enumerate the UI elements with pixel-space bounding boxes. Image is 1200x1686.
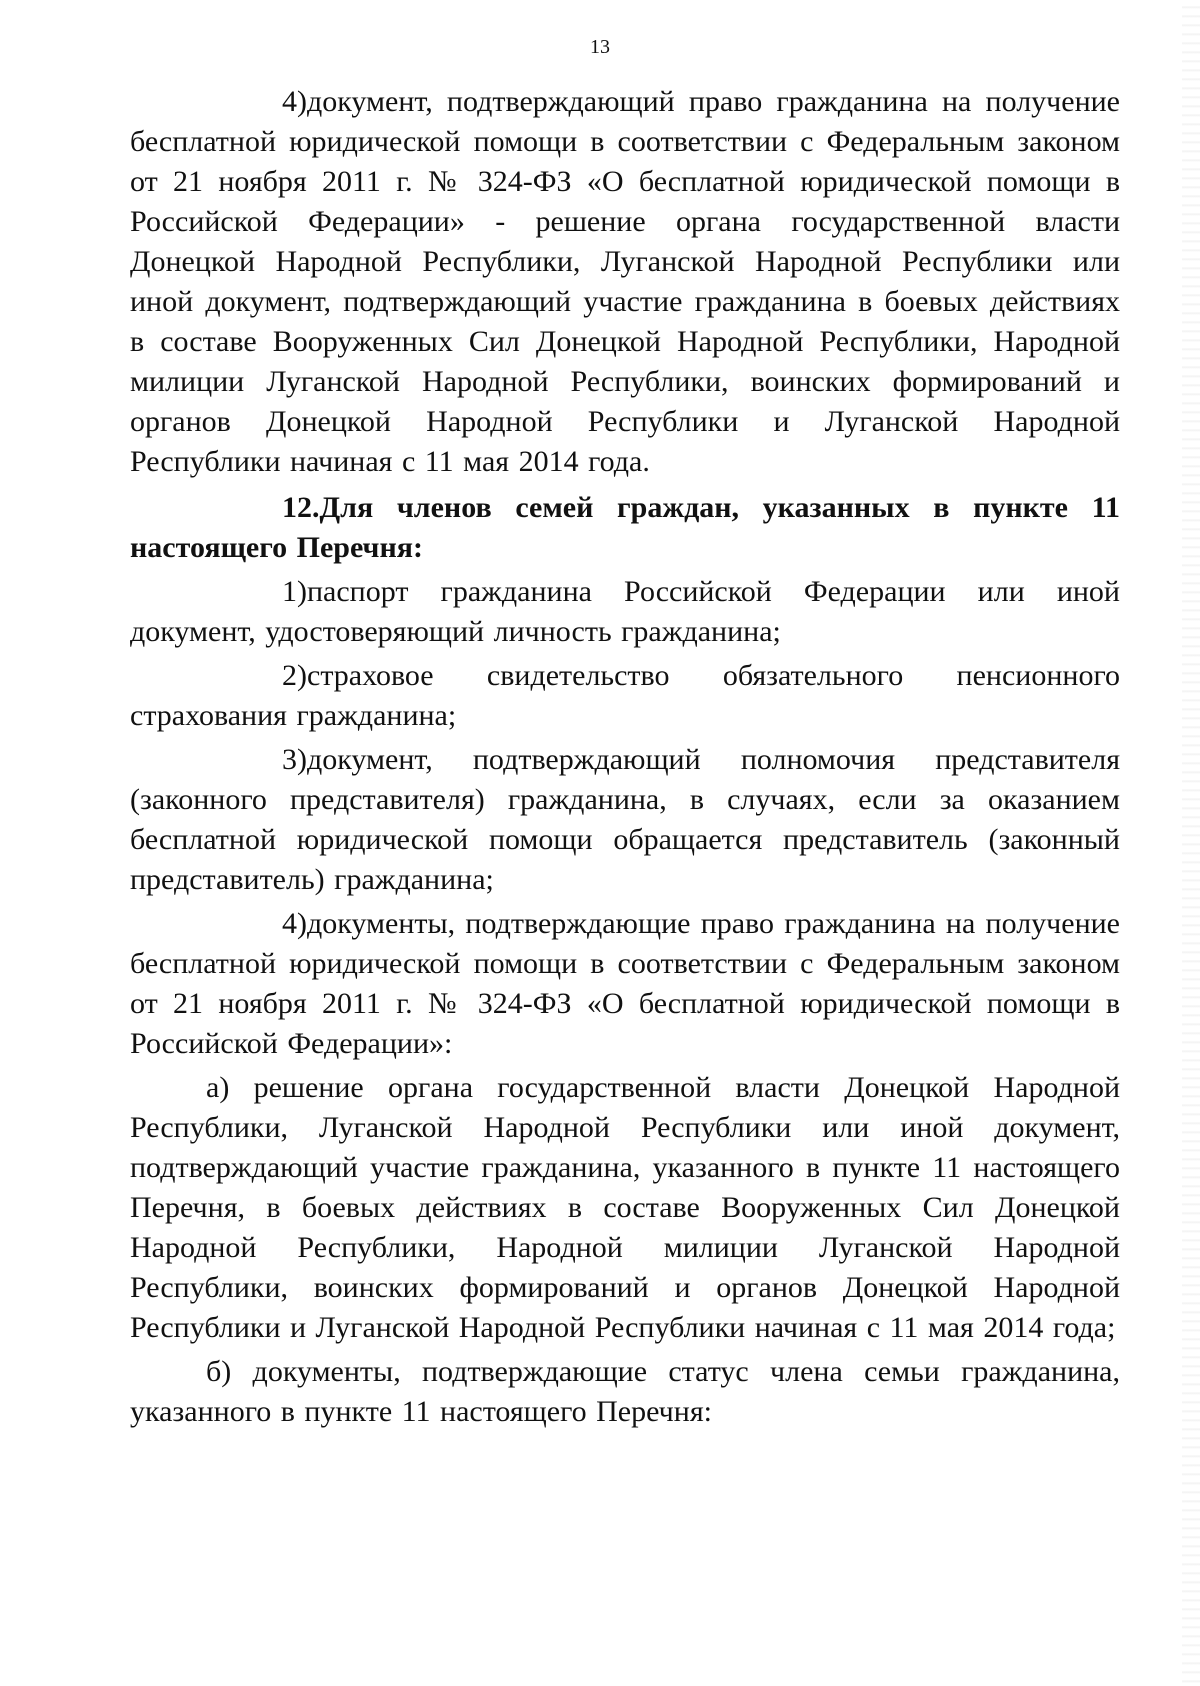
paragraph-text: документ, подтверждающий полномочия представителя (законного представителя) гражданина, в случаях, если за оказанием бесплатной юридической помощи обращается представитель (законный представитель) гражданина; [130, 743, 1120, 896]
paragraph-text: документы, подтверждающие право гражданина на получение бесплатной юридической помощи в соответствии с Федеральным законом от 21 ноября 2011 г. № 324-ФЗ «О бесплатной юридической помощи в Российской Федерации»: [130, 907, 1120, 1060]
item-number: 3) [282, 743, 307, 776]
document-body [130, 82, 1120, 1436]
paragraph-text: документ, подтверждающий право гражданина на получение бесплатной юридической помощи в соответствии с Федеральным законом от 21 ноября 2011 г. № 324-ФЗ «О бесплатной юридической помощи в Российской Федерации» - решение органа государственной власти Донецкой Народной Республики, Луганской Народной Республики или иной документ, подтверждающий участие гражданина в боевых действиях в составе Вооруженных Сил Донецкой Народной Республики, Народной милиции Луганской Народной Республики, воинских формирований и органов Донецкой Народной Республики и Луганской Народной Республики начиная с 11 мая 2014 года. [130, 85, 1120, 478]
paragraph-text: б) документы, подтверждающие статус члена семьи гражданина, указанного в пункте 11 настоящего Перечня: [130, 1355, 1120, 1428]
subparagraph-a-authority-decision [130, 1068, 1120, 1348]
paragraph-item-3-representative-authority [130, 740, 1120, 900]
paragraph-text: паспорт гражданина Российской Федерации или иной документ, удостоверяющий личность гражданина; [130, 575, 1120, 648]
item-number: 2) [282, 659, 307, 692]
paragraph-item-4-right-confirming-documents [130, 904, 1120, 1064]
paragraph-text: а) решение органа государственной власти Донецкой Народной Республики, Луганской Народной Республики или иной документ, подтверждающий участие гражданина, указанного в пункте 11 настоящего Перечня, в боевых действиях в составе Вооруженных Сил Донецкой Народной Республики, Народной милиции Луганской Народной Республики, воинских формирований и органов Донецкой Народной Республики и Луганской Народной Республики начиная с 11 мая 2014 года; [130, 1071, 1120, 1344]
scan-edge-artifact [1182, 0, 1200, 1686]
paragraph-item-2-insurance-certificate [130, 656, 1120, 736]
section-heading-text: Для членов семей граждан, указанных в пункте 11 настоящего Перечня: [130, 491, 1120, 564]
item-number: 4) [282, 85, 307, 118]
item-number: 4) [282, 907, 307, 940]
section-number: 12. [282, 491, 320, 524]
section-heading-12 [130, 488, 1120, 568]
paragraph-item-4-right-confirming-document [130, 82, 1120, 482]
subparagraph-b-family-status-documents [130, 1352, 1120, 1432]
paragraph-text: страховое свидетельство обязательного пенсионного страхования гражданина; [130, 659, 1120, 732]
paragraph-item-1-passport [130, 572, 1120, 652]
page-number: 13 [590, 36, 610, 58]
item-number: 1) [282, 575, 307, 608]
